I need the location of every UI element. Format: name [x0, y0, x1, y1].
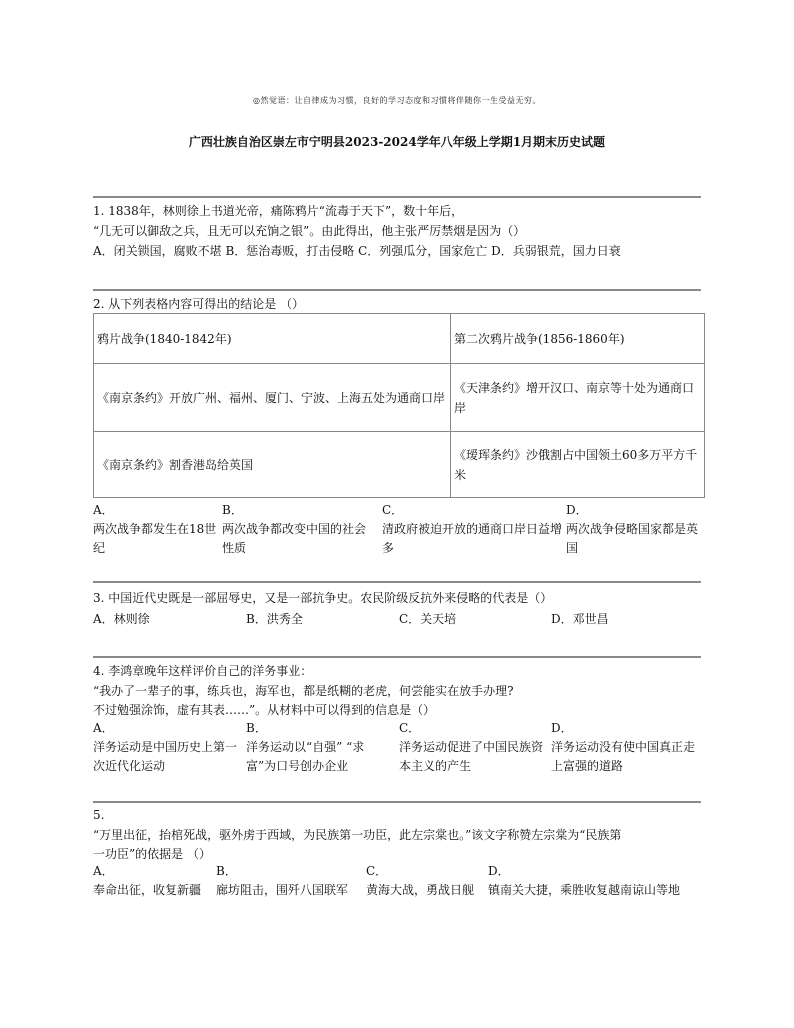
q4-option-a[interactable]: A． 洋务运动是中国历史上第一次近代化运动 — [93, 721, 238, 773]
q5-option-c[interactable]: C． 黄海大战，勇战日舰 — [366, 864, 475, 897]
q4-option-b[interactable]: B． 洋务运动以“自强” “求富”为口号创办企业 — [246, 721, 365, 773]
q4-option-c[interactable]: C． 洋务运动促进了中国民族资本主义的产生 — [399, 721, 544, 773]
q4-stem-line1: 4. 李鸿章晚年这样评价自己的洋务事业： — [93, 664, 313, 678]
divider — [93, 289, 701, 291]
q3-option-b[interactable]: B．洪秀全 — [246, 612, 303, 626]
q2-option-a[interactable]: A． 两次战争都发生在18世纪 — [93, 503, 217, 555]
table-cell: 《瑷珲条约》沙俄割占中国领土60多万平方千米 — [451, 432, 705, 498]
q2-option-d[interactable]: D． 两次战争侵略国家都是英国 — [566, 503, 699, 555]
header-motto: ◎然觉语：让自律成为习惯，良好的学习态度和习惯将伴随你一生受益无穷。 — [253, 96, 541, 105]
table-cell: 鸦片战争(1840-1842年) — [94, 314, 451, 364]
q1-options[interactable]: A．闭关锁国，腐败不堪 B．惩治毒贩，打击侵略 C．列强瓜分，国家危亡 D．兵弱银荒，国力日衰 — [93, 244, 621, 258]
table-cell: 《天津条约》增开汉口、南京等十处为通商口岸 — [451, 364, 705, 432]
divider — [93, 581, 701, 583]
exam-title: 广西壮族自治区崇左市宁明县2023-2024学年八年级上学期1月期末历史试题 — [188, 135, 606, 149]
q5-stem-line1: “万里出征，抬棺死战，驱外虏于西域，为民族第一功臣，此左宗棠也。”该文字称赞左宗棠为“民族第 — [93, 828, 622, 842]
q3-option-a[interactable]: A．林则徐 — [93, 612, 150, 626]
q5-option-b[interactable]: B． 廊坊阻击，围歼八国联军 — [216, 864, 349, 897]
q2-stem: 2. 从下列表格内容可得出的结论是 （） — [93, 297, 305, 311]
q3-option-c[interactable]: C．关天培 — [399, 612, 457, 626]
q3-stem: 3. 中国近代史既是一部屈辱史，又是一部抗争史。农民阶级反抗外来侵略的代表是（） — [93, 591, 553, 605]
q2-option-b[interactable]: B． 两次战争都改变中国的社会性质 — [222, 503, 367, 555]
q4-option-d[interactable]: D． 洋务运动没有使中国真正走上富强的道路 — [551, 721, 696, 773]
q5-option-a[interactable]: A． 奉命出征，收复新疆 — [93, 864, 202, 897]
q5-option-d[interactable]: D． 镇南关大捷，乘胜收复越南谅山等地 — [488, 864, 681, 897]
q1-stem-line1: 1. 1838年，林则徐上书道光帝，痛陈鸦片“流毒于天下”，数十年后， — [93, 204, 464, 218]
table-cell: 第二次鸦片战争(1856-1860年) — [451, 314, 705, 364]
q5-number: 5. — [93, 808, 105, 822]
q1-stem-line2: “几无可以御敌之兵，且无可以充饷之银”。由此得出，他主张严厉禁烟是因为（） — [93, 224, 526, 238]
q5-stem-line2: 一功臣”的依据是 （） — [93, 847, 211, 861]
divider — [93, 196, 701, 198]
q2-option-c[interactable]: C． 清政府被迫开放的通商口岸日益增多 — [382, 503, 563, 555]
table-cell: 《南京条约》割香港岛给英国 — [94, 432, 451, 498]
table-cell: 《南京条约》开放广州、福州、厦门、宁波、上海五处为通商口岸 — [94, 364, 451, 432]
q2-table — [93, 313, 705, 498]
divider — [93, 801, 701, 803]
divider — [93, 656, 701, 658]
q4-stem-line3: 不过勉强涂饰，虚有其表……”。从材料中可以得到的信息是（） — [93, 703, 436, 717]
q3-option-d[interactable]: D．邓世昌 — [551, 612, 609, 626]
q4-stem-line2: “我办了一辈子的事，练兵也，海军也，都是纸糊的老虎，何尝能实在放手办理? — [93, 684, 514, 698]
